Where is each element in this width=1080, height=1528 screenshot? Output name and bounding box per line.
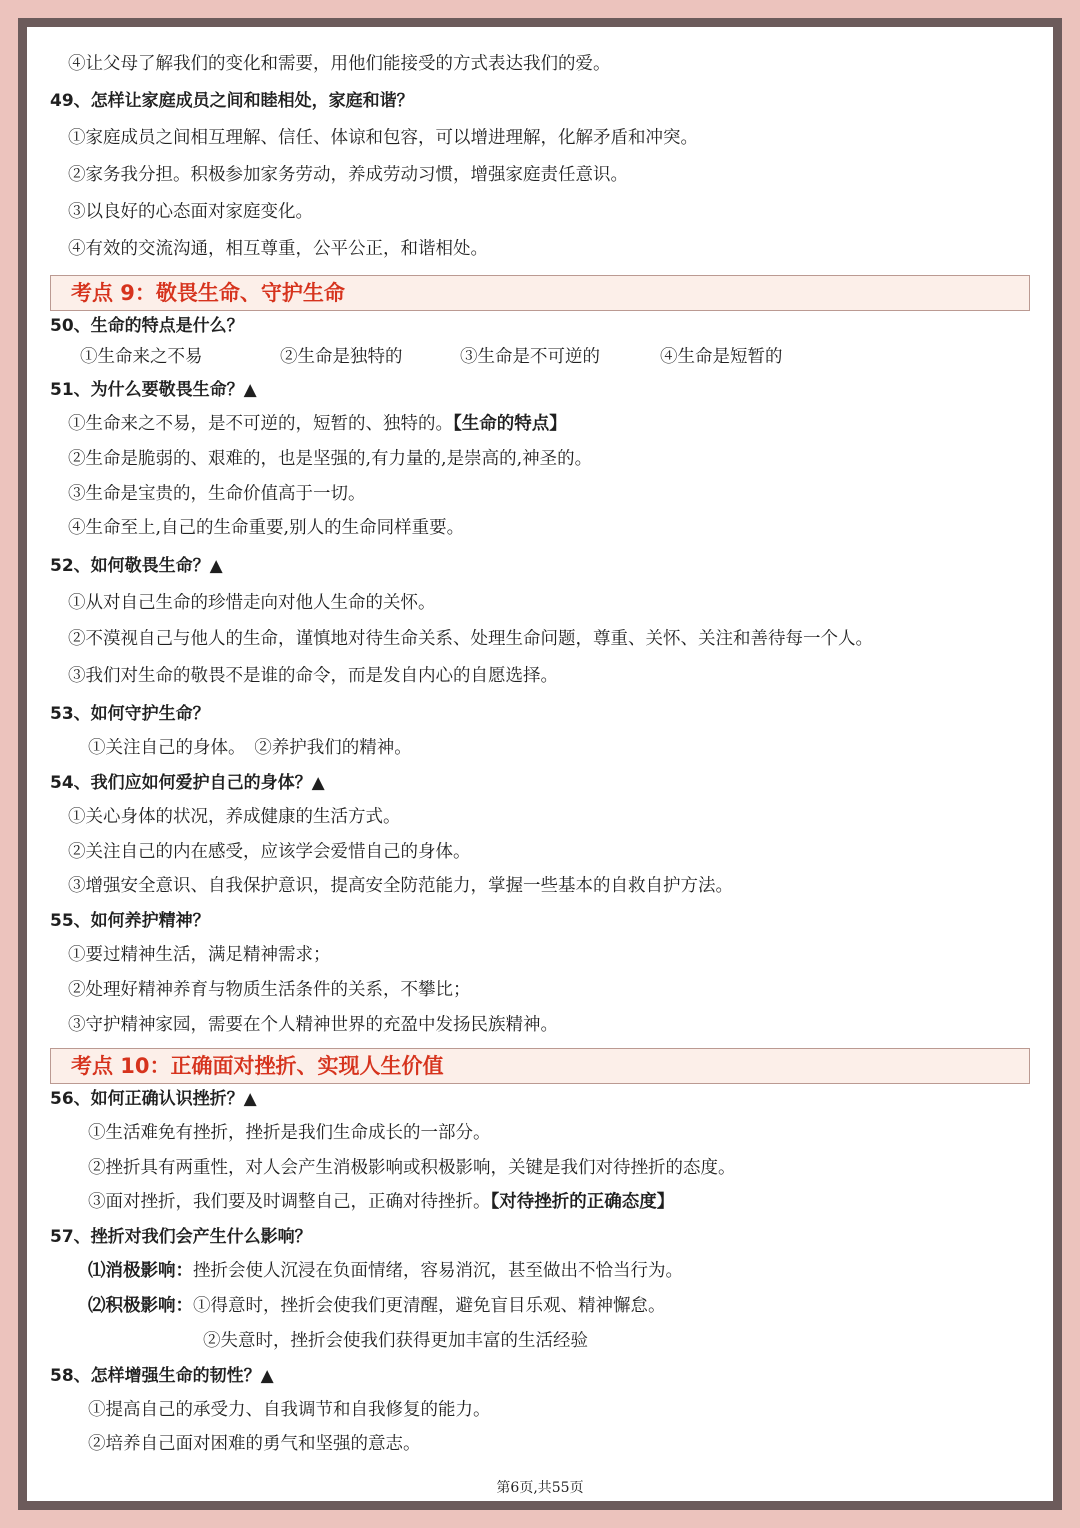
question-49: 49、怎样让家庭成员之间和睦相处，家庭和谐？ xyxy=(50,91,414,111)
answer-text: 挫折会使人沉浸在负面情绪，容易消沉，甚至做出不恰当行为。 xyxy=(193,1261,683,1281)
section-title: 考点 9：敬畏生命、守护生命 xyxy=(71,281,345,305)
answer-line xyxy=(88,1294,666,1318)
trait-item: ③生命是不可逆的 xyxy=(460,347,600,367)
page-number: 第6页,共55页 xyxy=(496,1480,584,1496)
trait-item: ①生命来之不易 xyxy=(80,347,203,367)
answer-line: ②关注自己的内在感受，应该学会爱惜自己的身体。 xyxy=(68,842,471,862)
answer-text: ③面对挫折，我们要及时调整自己，正确对待挫折。 xyxy=(88,1192,491,1212)
answer-line: ①关心身体的状况，养成健康的生活方式。 xyxy=(68,807,401,827)
section-heading-9 xyxy=(50,275,1030,311)
answer-line: ①关注自己的身体。 ②养护我们的精神。 xyxy=(88,738,412,758)
section-title: 考点 10：正确面对挫折、实现人生价值 xyxy=(71,1054,444,1078)
answer-line: ①提高自己的承受力、自我调节和自我修复的能力。 xyxy=(88,1400,491,1420)
answer-line: ④生命至上,自己的生命重要,别人的生命同样重要。 xyxy=(68,518,465,538)
question-58: 58、怎样增强生命的韧性？▲ xyxy=(50,1366,274,1386)
answer-line: ②不漠视自己与他人的生命，谨慎地对待生命关系、处理生命问题，尊重、关怀、关注和善待每一个人。 xyxy=(68,629,873,649)
answer-line: ④有效的交流沟通，相互尊重，公平公正，和谐相处。 xyxy=(68,239,488,259)
answer-text: ①得意时，挫折会使我们更清醒，避免盲目乐观、精神懈怠。 xyxy=(193,1296,666,1316)
trait-item: ④生命是短暂的 xyxy=(660,347,783,367)
question-55: 55、如何养护精神？ xyxy=(50,911,210,931)
answer-line xyxy=(88,1259,683,1283)
answer-line: ②失意时，挫折会使我们获得更加丰富的生活经验 xyxy=(203,1331,588,1351)
answer-line: ④让父母了解我们的变化和需要，用他们能接受的方式表达我们的爱。 xyxy=(68,54,611,74)
question-53: 53、如何守护生命？ xyxy=(50,704,210,724)
answer-line: ②家务我分担。积极参加家务劳动，养成劳动习惯，增强家庭责任意识。 xyxy=(68,165,628,185)
question-56: 56、如何正确认识挫折？▲ xyxy=(50,1089,257,1109)
answer-line: ③增强安全意识、自我保护意识，提高安全防范能力，掌握一些基本的自救自护方法。 xyxy=(68,876,733,896)
question-51: 51、为什么要敬畏生命？▲ xyxy=(50,380,257,400)
answer-line: ①要过精神生活，满足精神需求； xyxy=(68,945,331,965)
answer-line: ③生命是宝贵的，生命价值高于一切。 xyxy=(68,484,366,504)
trait-item: ②生命是独特的 xyxy=(280,347,403,367)
question-50: 50、生命的特点是什么？ xyxy=(50,316,244,336)
emphasis-tag: 【生命的特点】 xyxy=(453,414,567,434)
answer-line: ②生命是脆弱的、艰难的，也是坚强的,有力量的,是崇高的,神圣的。 xyxy=(68,449,593,469)
emphasis-tag: 【对待挫折的正确态度】 xyxy=(490,1192,675,1212)
answer-line xyxy=(68,412,567,436)
question-57: 57、挫折对我们会产生什么影响？ xyxy=(50,1227,312,1247)
answer-line: ②处理好精神养育与物质生活条件的关系，不攀比； xyxy=(68,980,471,1000)
question-52: 52、如何敬畏生命？▲ xyxy=(50,556,223,576)
answer-line: ①生活难免有挫折，挫折是我们生命成长的一部分。 xyxy=(88,1123,491,1143)
answer-line: ②挫折具有两重性，对人会产生消极影响或积极影响，关键是我们对待挫折的态度。 xyxy=(88,1158,736,1178)
answer-line: ③以良好的心态面对家庭变化。 xyxy=(68,202,313,222)
answer-line: ③我们对生命的敬畏不是谁的命令，而是发自内心的自愿选择。 xyxy=(68,666,558,686)
answer-line: ①家庭成员之间相互理解、信任、体谅和包容，可以增进理解，化解矛盾和冲突。 xyxy=(68,128,698,148)
section-heading-10 xyxy=(50,1048,1030,1084)
question-54: 54、我们应如何爱护自己的身体？▲ xyxy=(50,773,325,793)
answer-line: ①从对自己生命的珍惜走向对他人生命的关怀。 xyxy=(68,593,436,613)
effect-label: ⑴消极影响： xyxy=(88,1261,193,1281)
answer-line xyxy=(88,1190,674,1214)
answer-text: ①生命来之不易，是不可逆的，短暂的、独特的。 xyxy=(68,414,453,434)
answer-line: ③守护精神家园，需要在个人精神世界的充盈中发扬民族精神。 xyxy=(68,1015,558,1035)
effect-label: ⑵积极影响： xyxy=(88,1296,193,1316)
answer-line: ②培养自己面对困难的勇气和坚强的意志。 xyxy=(88,1434,421,1454)
